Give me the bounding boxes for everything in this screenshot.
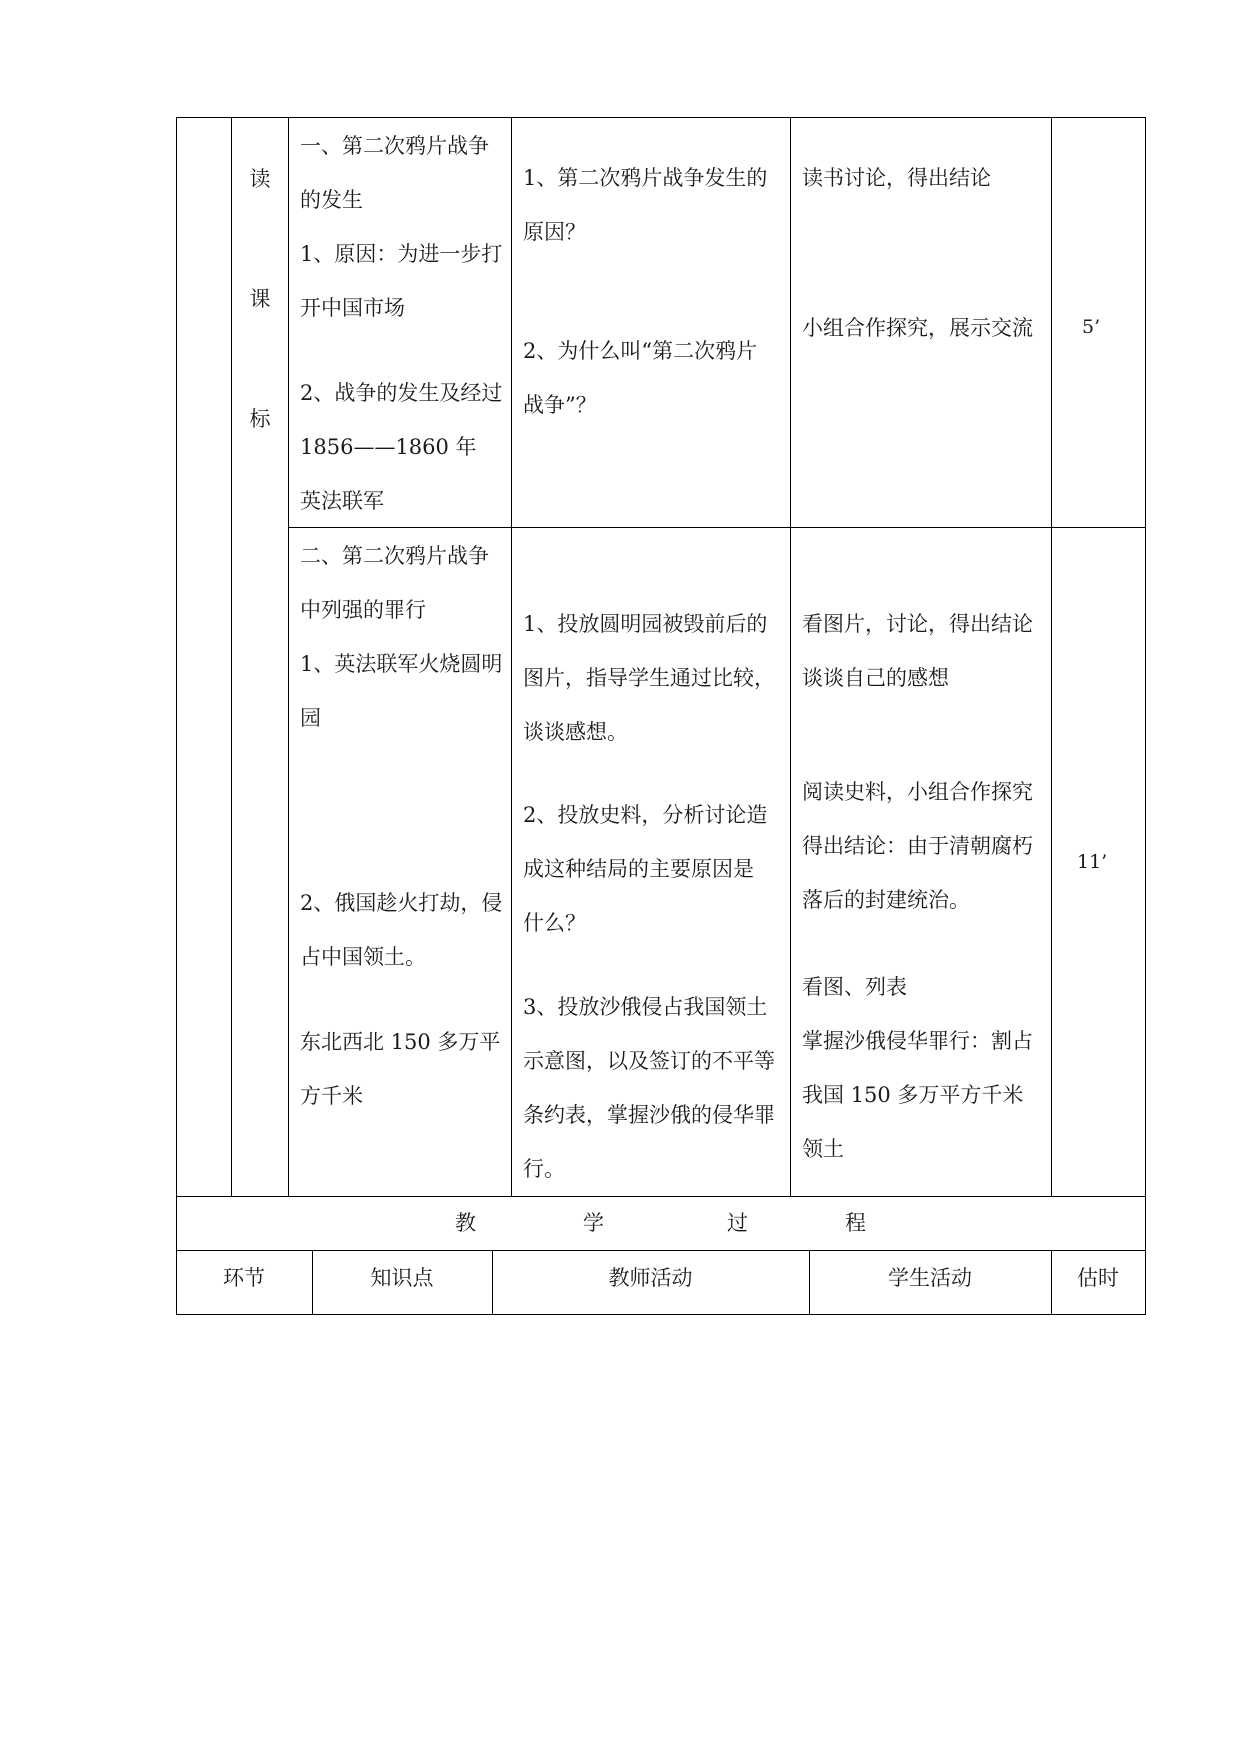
- text-line: 成这种结局的主要原因是: [523, 857, 754, 881]
- process-title-char: 教: [455, 1211, 476, 1235]
- text-line: 原因？: [523, 220, 586, 244]
- table-bottom-border: [176, 1314, 1145, 1315]
- text-line: 2、投放史料，分析讨论造: [523, 803, 768, 827]
- text-line: 2、为什么叫“第二次鸦片: [523, 339, 758, 363]
- text-line: 方千米: [300, 1084, 363, 1108]
- row1-knowledge-process: [300, 366, 502, 528]
- text-line: 得出结论：由于清朝腐朽: [802, 834, 1033, 858]
- text-line: 1856——1860 年: [300, 435, 477, 459]
- header-knowledge: 知识点: [370, 1266, 434, 1290]
- text-line: 谈谈感想。: [523, 720, 628, 744]
- row-divider: [176, 1196, 1145, 1197]
- text-line: 1、第二次鸦片战争发生的: [523, 166, 768, 190]
- text-line: 一、第二次鸦片战争: [300, 134, 489, 158]
- row2-knowledge-russia: [300, 876, 502, 984]
- row1-time: 5’: [1082, 316, 1101, 338]
- text-line: 示意图，以及签订的不平等: [523, 1049, 775, 1073]
- text-line: 1、原因：为进一步打: [300, 242, 503, 266]
- text-line: 条约表，掌握沙俄的侵华罪: [523, 1103, 775, 1127]
- text-line: 东北西北 150 多万平: [300, 1030, 501, 1054]
- row1-teacher-q2: [523, 324, 757, 432]
- row2-student-3: [802, 960, 1033, 1176]
- header-student: 学生活动: [888, 1266, 972, 1290]
- section-label-char: 读: [249, 167, 271, 191]
- table-top-border: [176, 117, 1145, 118]
- text-line: 落后的封建统治。: [802, 888, 970, 912]
- row2-knowledge-area: [300, 1015, 500, 1123]
- header-time: 估时: [1077, 1266, 1119, 1290]
- row1-teacher-q1: [523, 151, 767, 259]
- text-line: 阅读史料，小组合作探究: [802, 780, 1033, 804]
- column-divider: [790, 117, 791, 1196]
- column-divider: [288, 117, 289, 1196]
- section-label-char: 课: [249, 287, 271, 311]
- row1-student-activity-1: 读书讨论，得出结论: [802, 166, 991, 190]
- text-line: 英法联军: [300, 489, 384, 513]
- column-divider: [1051, 117, 1052, 1196]
- row1-knowledge: [300, 119, 502, 335]
- text-line: 园: [300, 706, 321, 730]
- process-title-char: 过: [727, 1211, 748, 1235]
- text-line: 开中国市场: [300, 296, 405, 320]
- row2-teacher-1: [523, 597, 775, 759]
- section-label-char: 标: [249, 407, 271, 431]
- text-line: 二、第二次鸦片战争: [300, 544, 489, 568]
- text-line: 看图片，讨论，得出结论: [802, 612, 1033, 636]
- process-title-char: 学: [583, 1211, 604, 1235]
- text-line: 占中国领土。: [300, 945, 426, 969]
- text-line: 中列强的罪行: [300, 598, 426, 622]
- text-line: 2、俄国趁火打劫，侵: [300, 891, 503, 915]
- table-right-border: [1145, 117, 1146, 1315]
- text-line: 的发生: [300, 188, 363, 212]
- column-divider: [231, 117, 232, 1196]
- row2-student-1: [802, 597, 1033, 705]
- column-divider: [511, 117, 512, 1196]
- table-left-border: [176, 117, 177, 1315]
- row2-teacher-3: [523, 980, 775, 1196]
- text-line: 1、投放圆明园被毁前后的: [523, 612, 768, 636]
- text-line: 3、投放沙俄侵占我国领土: [523, 995, 768, 1019]
- text-line: 看图、列表: [802, 975, 907, 999]
- row2-student-2: [802, 765, 1033, 927]
- text-line: 2、战争的发生及经过: [300, 381, 503, 405]
- text-line: 什么？: [523, 911, 586, 935]
- header-teacher: 教师活动: [608, 1266, 693, 1290]
- text-line: 战争”？: [523, 393, 597, 417]
- row2-time: 11’: [1077, 851, 1108, 873]
- process-title-char: 程: [845, 1211, 866, 1235]
- text-line: 图片，指导学生通过比较，: [523, 666, 775, 690]
- text-line: 行。: [523, 1157, 565, 1181]
- row1-student-activity-2: 小组合作探究，展示交流: [802, 316, 1033, 340]
- text-line: 我国 150 多万平方千米: [802, 1083, 1024, 1107]
- text-line: 领土: [802, 1137, 844, 1161]
- text-line: 掌握沙俄侵华罪行：割占: [802, 1029, 1033, 1053]
- text-line: 1、英法联军火烧圆明: [300, 652, 503, 676]
- row2-knowledge: [300, 529, 502, 745]
- row2-teacher-2: [523, 788, 767, 950]
- header-section: 环节: [223, 1266, 265, 1290]
- text-line: 谈谈自己的感想: [802, 666, 949, 690]
